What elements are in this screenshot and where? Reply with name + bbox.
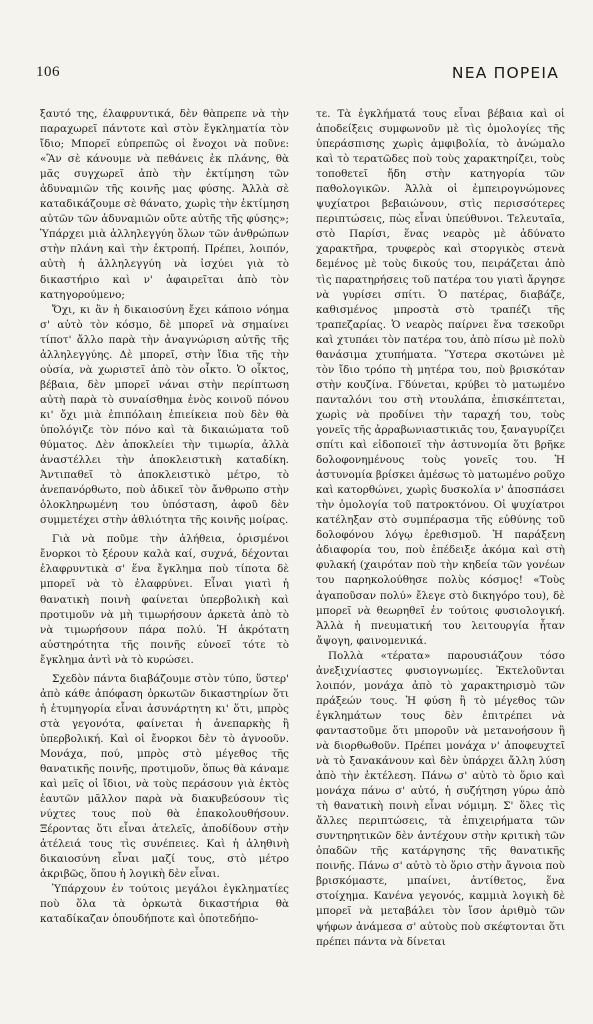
left-column: [40, 107, 289, 984]
paragraph: Πολλὰ «τέρατα» παρουσιάζουν τόσο ἀνεξιχνίαστες φυσιογνωμίες. Ἐκτελοῦνται λοιπόν, μονάχα ἀπὸ τὸ χαρακτηρισμὸ τῶν πράξεών τους. Ἡ φύση ἢ τὸ μέγεθος τῶν ἐγκλημάτων τους δὲν ἐπιτρέπει νὰ φανταστοῦμε ὅτι μποροῦν νὰ μετανοήσουν ἢ νὰ διορθωθοῦν. Πρέπει μονάχα ν' ἀποφευχτεῖ νὰ τὸ ξανακάνουν καὶ δὲν ὑπάρχει ἄλλη λύση ἀπὸ τὴν ἐκτέλεση. Πάνω σ' αὐτὸ τὸ ὅριο καὶ μονάχα πάνω σ' αὐτό, ἡ συζήτηση γύρω ἀπὸ τὴ θανατικὴ ποινὴ εἶναι νόμιμη. Σ' ὅλες τὶς ἄλλες περιπτώσεις, τὰ ἐπιχειρήματα τῶν συντηρητικῶν δὲν ἀντέχουν στὴν κριτικὴ τῶν ὀπαδῶν τῆς κατάργησης τῆς θανατικῆς ποινῆς. Πάνω σ' αὐτὸ τὸ ὅριο στὴν ἄγνοια ποὺ βρισκόμαστε, μπαίνει, ἀντίθετος, ἕνα στοίχημα. Κανένα γεγονός, καμμιὰ λογικὴ δὲ μπορεῖ νὰ μεταβάλει τὸν ἴσον ἀριθμὸ τῶν ψήφων ἀνάμεσα σ' αὐτοὺς ποὺ σκέφτονται ὅτι πρέπει πάντα νὰ δίνεται: [316, 649, 565, 948]
two-column-body: [40, 107, 565, 984]
paragraph: Ὑπάρχουν ἐν τούτοις μεγάλοι ἐγκληματίες ποὺ ὅλα τὰ ὁρκωτὰ δικαστήρια θὰ καταδίκαζαν ὁπουδήποτε καὶ ὁποτεδήπο-: [40, 883, 289, 926]
right-column: [316, 107, 565, 984]
journal-title: ΝΕΑ ΠΟΡΕΙΑ: [451, 64, 559, 82]
paragraph: ξαυτό της, έλαφρυντικά, δὲν θὰπρεπε νὰ τὴν παραχωρεῖ πάντοτε καὶ στὸν ἔγκληματία τὸν ἴδιο; Μπορεῖ εὐπρεπῶς οἱ ἔνοχοι νὰ ποῦνε: «Ἂν σὲ κάνουμε νὰ πεθάνεις ἐκ πλάνης, θὰ μᾶς συγχωρεῖ ἀπὸ τὴν ἐκτίμηση τῶν ἀδυναμιῶν τῆς κοινῆς μας φύσης. Ἀλλὰ σὲ καταδικάζουμε σὲ θάνατο, χωρὶς τὴν ἐκτίμηση αὐτῶν τῶν ἀδυναμιῶν οὔτε αὐτῆς τῆς φύσης»; Ὑπάρχει μιὰ ἀλληλεγγύη ὅλων τῶν ἀνθρώπων στὴν πλάνη καὶ τὴν ἐκτροπή. Πρέπει, λοιπόν, αὐτὴ ἡ ἀλληλεγγύη νὰ ἰσχύει γιὰ τὸ δικαστήριο καὶ ν' ἀφαιρεῖται ἀπὸ τὸν κατηγορούμενο;: [40, 108, 289, 301]
page-number: 106: [36, 64, 60, 80]
page-header: [36, 64, 559, 86]
paragraph: Γιὰ νὰ ποῦμε τὴν ἀλήθεια, ὁρισμένοι ἔνορκοι τὸ ξέρουν καλὰ καί, συχνά, δέχονται ἐλαφρυντικὰ σ' ἕνα ἔγκλημα ποὺ τίποτα δὲ μπορεῖ νὰ τὸ ἐλαφρύνει. Εἶναι γιατὶ ἡ θανατικὴ ποινὴ φαίνεται ὑπερβολικὴ καὶ προτιμοῦν νὰ μὴ τιμωρήσουν ἀρκετὰ ἀπὸ τὸ νὰ τιμωρήσουν πάρα πολύ. Ἡ ἀκρότατη αὐστηρότητα τῆς ποινῆς εὐνοεῖ τότε τὸ ἔγκλημα ἀντὶ νὰ τὸ κυρώσει.: [40, 533, 289, 666]
paragraph: Σχεδὸν πάντα διαβάζουμε στὸν τύπο, ὕστερ' ἀπὸ κάθε ἀπόφαση ὁρκωτῶν δικαστηρίων ὅτι ἡ ἐτυμηγορία εἶναι ἀσυνάρτητη κι' ὅτι, μπρὸς στὰ γεγονότα, φαίνεται ἡ ἀνεπαρκὴς ἢ ὑπερβολική. Καὶ οἱ ἔνορκοι δὲν τὸ ἀγνοοῦν. Μονάχα, πού, μπρὸς στὸ μέγεθος τῆς θανατικῆς ποινῆς, προτιμοῦν, ὅπως θὰ κάναμε καὶ μεῖς οἱ ἴδιοι, νὰ τοὺς περάσουν γιὰ ἐκτὸς ἑαυτῶν μᾶλλον παρὰ νὰ διακυβεύσουν τὶς νύχτες τους ποὺ θὰ ἐπακολουθήσουν. Ξέροντας ὅτι εἶναι ἀτελεῖς, ἀποδίδουν στὴν ἀτέλειά τους τὶς συνέπειες. Καὶ ἡ ἀληθινὴ δικαιοσύνη εἶναι μαζί τους, στὸ μέτρο ἀκριβῶς, ὅπου ἡ λογικὴ δὲν εἶναι.: [40, 672, 289, 881]
paragraph: Ὄχι, κι ἂν ἡ δικαιοσύνη ἔχει κάποιο νόημα σ' αὐτὸ τὸν κόσμο, δὲ μπορεῖ νὰ σημαίνει τίποτ' ἄλλο παρὰ τὴν ἀναγνώριση αὐτῆς τῆς ἀλληλεγγύης. Δὲ μπορεῖ, στὴν ἴδια τῆς τὴν οὐσία, νὰ χωριστεῖ ἀπὸ τὸν οἶκτο. Ὁ οἶκτος, βέβαια, δὲν μπορεῖ νάναι στὴν περίπτωση αὐτὴ παρὰ τὸ συναίσθημα ἑνὸς κοινοῦ πόνου κι' ὄχι μιὰ ἐπιπόλαιη ἐπιείκεια ποὺ δὲν θὰ ὑπολόγιζε τὸν πόνο καὶ τὰ δικαιώματα τοῦ θύματος. Δὲν ἀποκλείει τὴν τιμωρία, ἀλλὰ ἀναστέλλει τὴν ἀποκλειστικὴ καταδίκη. Ἀντιπαθεῖ τὸ ἀποκλειστικὸ μέτρο, τὸ ἀνεπανόρθωτο, ποὺ ἀδικεῖ τὸν ἄνθρωπο στὴν ὁλοκληρωμένη του ὑπόσταση, ἀφοῦ δὲν συμμετέχει στὴν ἀθλιότητα τῆς κοινῆς μοίρας.: [40, 303, 289, 527]
paragraph: τε. Τὰ ἐγκλήματά τους εἶναι βέβαια καὶ οἱ ἀποδείξεις συμφωνοῦν μὲ τὶς ὁμολογίες τῆς ὑπεράσπισης χωρὶς ἀμφιβολία, τὸ ἀνώμαλο καὶ τὸ τερατῶδες ποὺ τοὺς χαρακτηρίζει, τοὺς τοποθετεῖ ἤδη στὴν κατηγορία τῶν παθολογικῶν. Ἀλλὰ οἱ ἐμπειρογνώμονες ψυχίατροι βεβαιώνουν, στὶς περισσότερες περιπτώσεις, πὼς εἶναι ὑπεύθυνοι. Τελευταῖα, στὸ Παρίσι, ἕνας νεαρὸς μὲ ἀδύνατο χαρακτῆρα, τρυφερὸς καὶ στοργικὸς στενὰ δεμένος μὲ τοὺς δικούς του, πειράζεται ἀπὸ τὶς παρατηρήσεις τοῦ πατέρα του γιατὶ ἄργησε νὰ γυρίσει σπίτι. Ὁ πατέρας, διαβάζε, καθισμένος μπροστὰ στὸ τραπέζι τῆς τραπεζαρίας. Ὁ νεαρὸς παίρνει ἕνα τσεκοῦρι καὶ χτυπάει τὸν πατέρα του, ἀπὸ πίσω μὲ πολὺ θανάσιμα χτυπήματα. Ὕστερα σκοτώνει μὲ τὸν ἴδιο τρόπο τὴ μητέρα του, ποὺ βρισκόταν στὴν κουζίνα. Γδύνεται, κρύβει τὸ ματωμένο πανταλόνι του στὴ ντουλάπα, ἐπισκέπτεται, χωρὶς νὰ προδίνει τὴν ταραχή του, τοὺς γονεῖς τῆς ἀρραβωνιαστικιᾶς του, ξαναγυρίζει σπίτι καὶ εἰδοποιεῖ τὴν ἀστυνομία ὅτι βρῆκε δολοφονημένους τοὺς γονεῖς του. Ἡ ἀστυνομία βρίσκει ἀμέσως τὸ ματωμένο ροῦχο καὶ κατορθώνει, χωρὶς δυσκολία ν' ἀποσπάσει τὴν ὁμολογία τοῦ πατροκτόνου. Οἱ ψυχίατροι κατέληξαν στὸ συμπέρασμα τῆς εὐθύνης τοῦ δολοφόνου λόγῳ ἐρεθισμοῦ. Ἡ παράξενη ἀδιαφορία του, ποὺ ἐπέδειξε ἀκόμα καὶ στὴ φυλακή (χαιρόταν ποὺ τὴν κηδεία τῶν γονέων του παρηκολούθησε πολὺς κόσμος! «Τοὺς ἀγαποῦσαν πολύ» ἔλεγε στὸ δικηγόρο του), δὲ μπορεῖ νὰ θεωρηθεῖ ἐν τούτοις φυσιολογική. Ἀλλὰ ἡ πνευματική του λειτουργία ἦταν ἄψογη, φαινομενικά.: [316, 108, 565, 647]
